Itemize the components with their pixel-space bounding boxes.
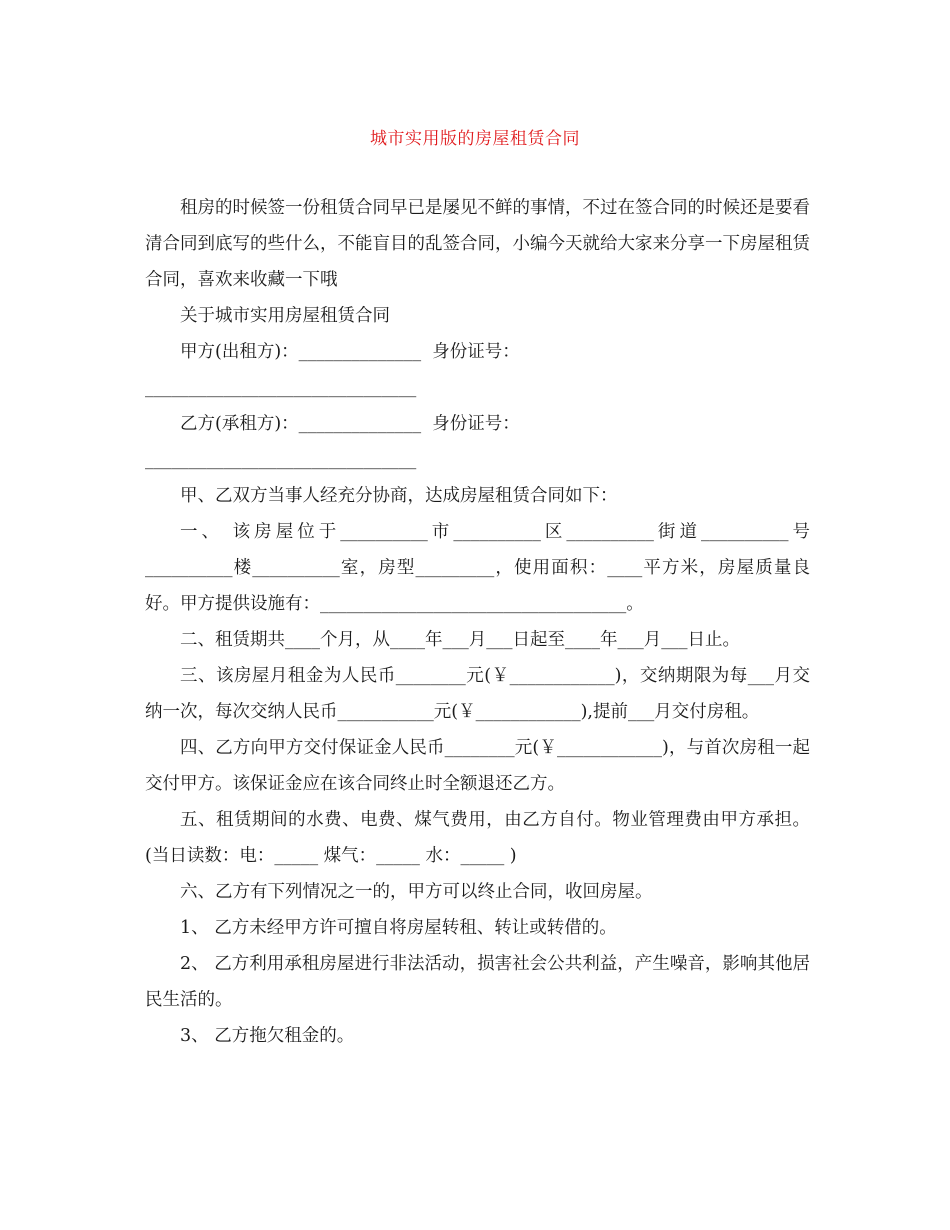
document-title: 城市实用版的房屋租赁合同 xyxy=(370,129,580,149)
clause-2-term: 二、租赁期共____个月，从____年___月___日起至____年___月___日止。 xyxy=(180,630,740,650)
clause-1-location: 一、 该房屋位于__________市__________区__________街道__________号__________楼__________室，房型_________，使用面积：____平方米，房屋质量良好。甲方提供设施有：___________________________________。 xyxy=(145,522,810,614)
agreement-preamble: 甲、乙双方当事人经充分协商，达成房屋租赁合同如下： xyxy=(180,486,618,506)
clause-4-deposit: 四、乙方向甲方交付保证金人民币________元(￥____________)，与首次房租一起交付甲方。该保证金应在该合同终止时全额退还乙方。 xyxy=(145,738,810,794)
party-b-line: 乙方(承租方)：______________ 身份证号： xyxy=(180,414,520,434)
clause-6-termination: 六、乙方有下列情况之一的，甲方可以终止合同，收回房屋。 xyxy=(180,882,653,902)
party-b-id-blank: _______________________________ xyxy=(145,450,417,470)
party-a-line: 甲方(出租方)：______________ 身份证号： xyxy=(180,342,520,362)
contract-heading: 关于城市实用房屋租赁合同 xyxy=(180,306,390,326)
termination-item-3: 3、 乙方拖欠租金的。 xyxy=(180,1026,355,1046)
termination-item-1: 1、 乙方未经甲方许可擅自将房屋转租、转让或转借的。 xyxy=(180,918,617,938)
clause-3-rent: 三、该房屋月租金为人民币________元(￥____________)，交纳期限为每___月交纳一次，每次交纳人民币___________元(￥____________),提前___月交付房租。 xyxy=(145,666,810,722)
intro-paragraph: 租房的时候签一份租赁合同早已是屡见不鲜的事情，不过在签合同的时候还是要看清合同到底写的些什么，不能盲目的乱签合同，小编今天就给大家来分享一下房屋租赁合同，喜欢来收藏一下哦 xyxy=(145,198,810,290)
document-body xyxy=(145,190,810,1054)
termination-item-2: 2、 乙方利用承租房屋进行非法活动，损害社会公共利益，产生噪音，影响其他居民生活的。 xyxy=(145,954,810,1010)
party-a-id-blank: _______________________________ xyxy=(145,378,417,398)
clause-5-utilities: 五、租赁期间的水费、电费、煤气费用，由乙方自付。物业管理费由甲方承担。(当日读数：电：_____ 煤气：_____ 水：_____ ) xyxy=(145,810,810,866)
